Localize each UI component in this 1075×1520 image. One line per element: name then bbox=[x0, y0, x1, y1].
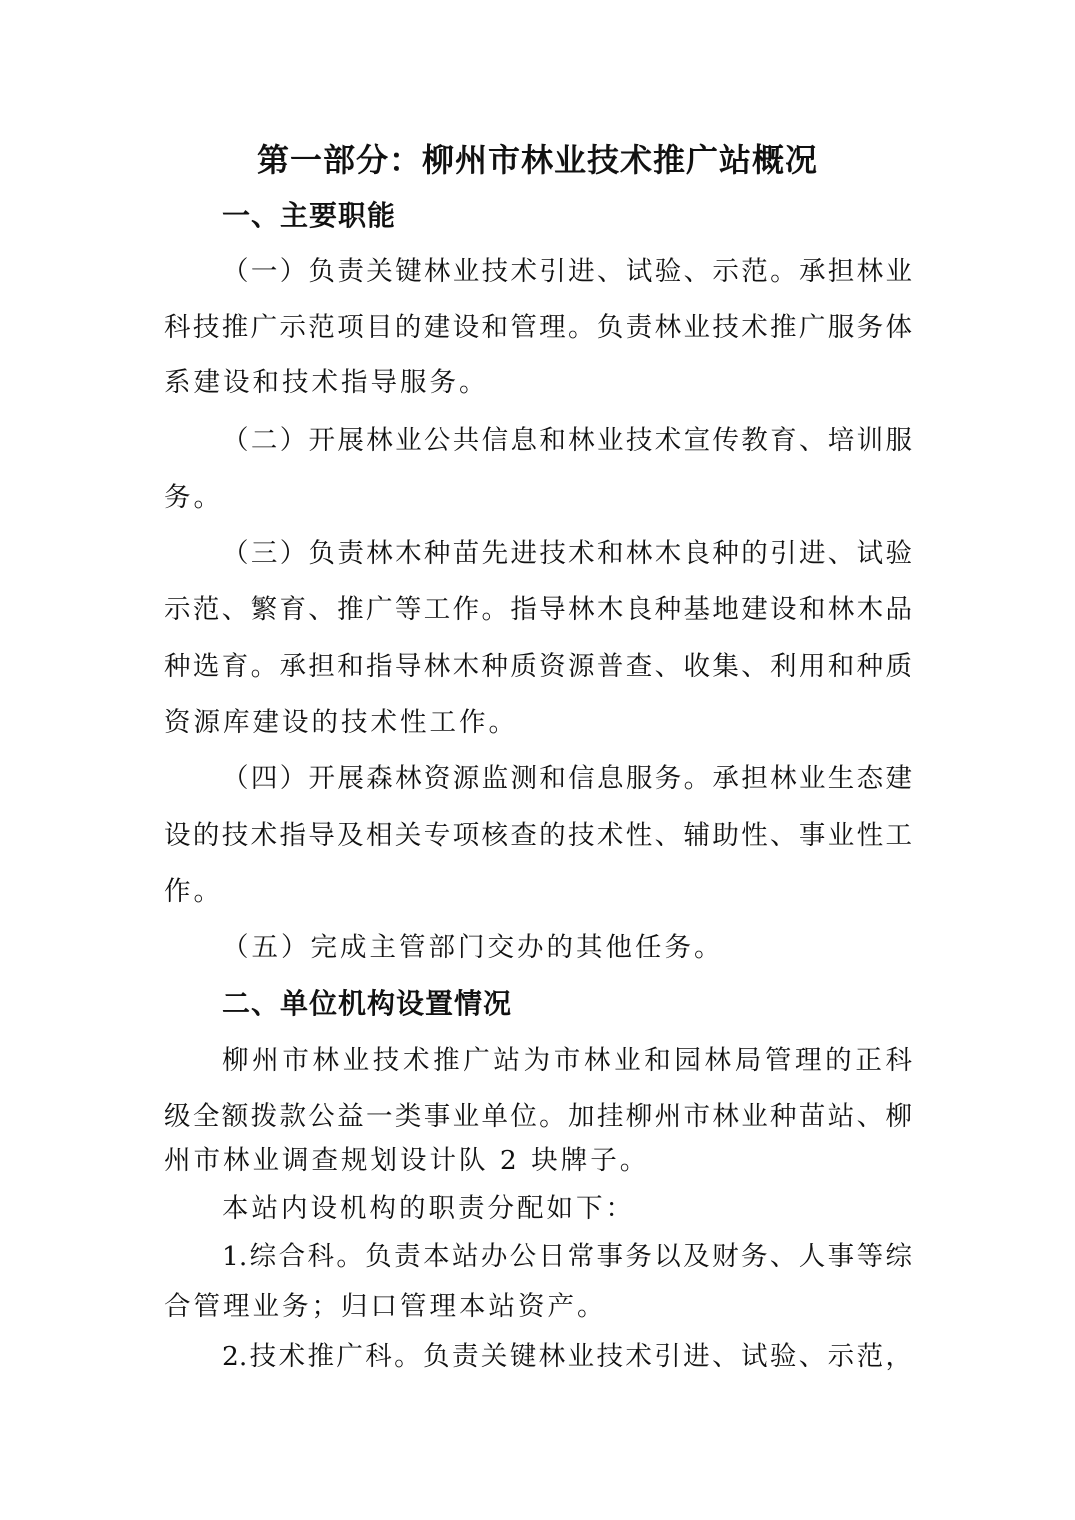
paragraph-line: 设的技术指导及相关专项核查的技术性、辅助性、事业性工 bbox=[164, 820, 912, 851]
paragraph-line: 科技推广示范项目的建设和管理。负责林业技术推广服务体 bbox=[164, 312, 912, 343]
section-heading-main-functions: 一、主要职能 bbox=[222, 199, 397, 232]
paragraph-line: 州市林业调查规划设计队 2 块牌子。 bbox=[164, 1145, 650, 1176]
paragraph-line: （三）负责林木种苗先进技术和林木良种的引进、试验 bbox=[222, 538, 912, 569]
paragraph-line: 作。 bbox=[164, 876, 223, 907]
paragraph-line: 合管理业务；归口管理本站资产。 bbox=[164, 1291, 607, 1322]
paragraph-line: （五）完成主管部门交办的其他任务。 bbox=[222, 932, 724, 963]
paragraph-line: 1.综合科。负责本站办公日常事务以及财务、人事等综 bbox=[222, 1241, 912, 1272]
paragraph-line: （二）开展林业公共信息和林业技术宣传教育、培训服 bbox=[222, 425, 912, 456]
section-heading-org-structure: 二、单位机构设置情况 bbox=[222, 987, 513, 1020]
paragraph-line: 2.技术推广科。负责关键林业技术引进、试验、示范， bbox=[222, 1341, 912, 1372]
paragraph-line: 务。 bbox=[164, 482, 223, 513]
paragraph-line: 本站内设机构的职责分配如下： bbox=[222, 1193, 635, 1224]
paragraph-line: 柳州市林业技术推广站为市林业和园林局管理的正科 bbox=[222, 1045, 912, 1076]
paragraph-line: 种选育。承担和指导林木种质资源普查、收集、利用和种质 bbox=[164, 651, 912, 682]
paragraph-line: 系建设和技术指导服务。 bbox=[164, 367, 489, 398]
paragraph-line: 资源库建设的技术性工作。 bbox=[164, 707, 518, 738]
paragraph-line: 示范、繁育、推广等工作。指导林木良种基地建设和林木品 bbox=[164, 594, 912, 625]
paragraph-line: （四）开展森林资源监测和信息服务。承担林业生态建 bbox=[222, 763, 912, 794]
page-title: 第一部分：柳州市林业技术推广站概况 bbox=[256, 141, 818, 179]
paragraph-line: （一）负责关键林业技术引进、试验、示范。承担林业 bbox=[222, 256, 912, 287]
paragraph-line: 级全额拨款公益一类事业单位。加挂柳州市林业种苗站、柳 bbox=[164, 1101, 912, 1132]
